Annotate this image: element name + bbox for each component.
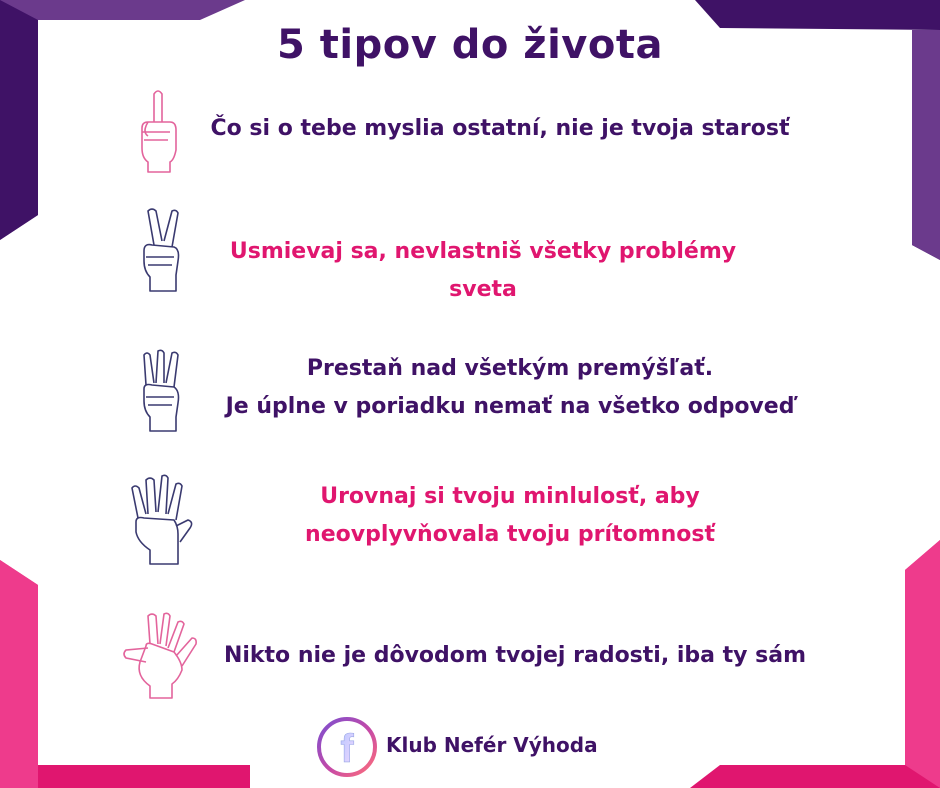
five-fingers-hand-icon bbox=[122, 610, 202, 700]
four-fingers-hand-icon bbox=[130, 470, 196, 566]
tip-4-line-1: Urovnaj si tvoju minlulosť, aby bbox=[320, 484, 700, 509]
page-title: 5 tipov do života bbox=[277, 22, 663, 68]
tip-4-text bbox=[240, 478, 780, 554]
facebook-logo-icon bbox=[316, 716, 378, 778]
tip-3-line-2: Je úplne v poriadku nemať na všetko odpoveď bbox=[225, 394, 795, 419]
tip-1-text bbox=[200, 110, 800, 148]
tip-5-text bbox=[205, 637, 825, 675]
bottom-right-corner-accent bbox=[905, 540, 940, 788]
three-fingers-hand-icon bbox=[140, 345, 184, 433]
two-fingers-hand-icon bbox=[140, 205, 184, 293]
footer-club-name: Klub Nefér Výhoda bbox=[386, 733, 598, 757]
tip-1-line-1: Čo si o tebe myslia ostatní, nie je tvoja starosť bbox=[210, 116, 790, 141]
tip-3-text bbox=[200, 350, 820, 426]
one-finger-hand-icon bbox=[134, 88, 184, 174]
tip-4-line-2: neovplyvňovala tvoju prítomnosť bbox=[305, 522, 715, 547]
tip-2-line-2: sveta bbox=[449, 277, 517, 302]
tip-3-line-1: Prestaň nad všetkým premýšľať. bbox=[306, 356, 714, 381]
tip-2-line-1: Usmievaj sa, nevlastniš všetky problémy bbox=[229, 239, 737, 264]
tip-2-text bbox=[200, 233, 766, 309]
bottom-left-corner-accent bbox=[0, 560, 38, 788]
facebook-logo-letter: f bbox=[340, 727, 354, 771]
tip-5-line-1: Nikto nie je dôvodom tvojej radosti, iba ty sám bbox=[223, 643, 807, 668]
